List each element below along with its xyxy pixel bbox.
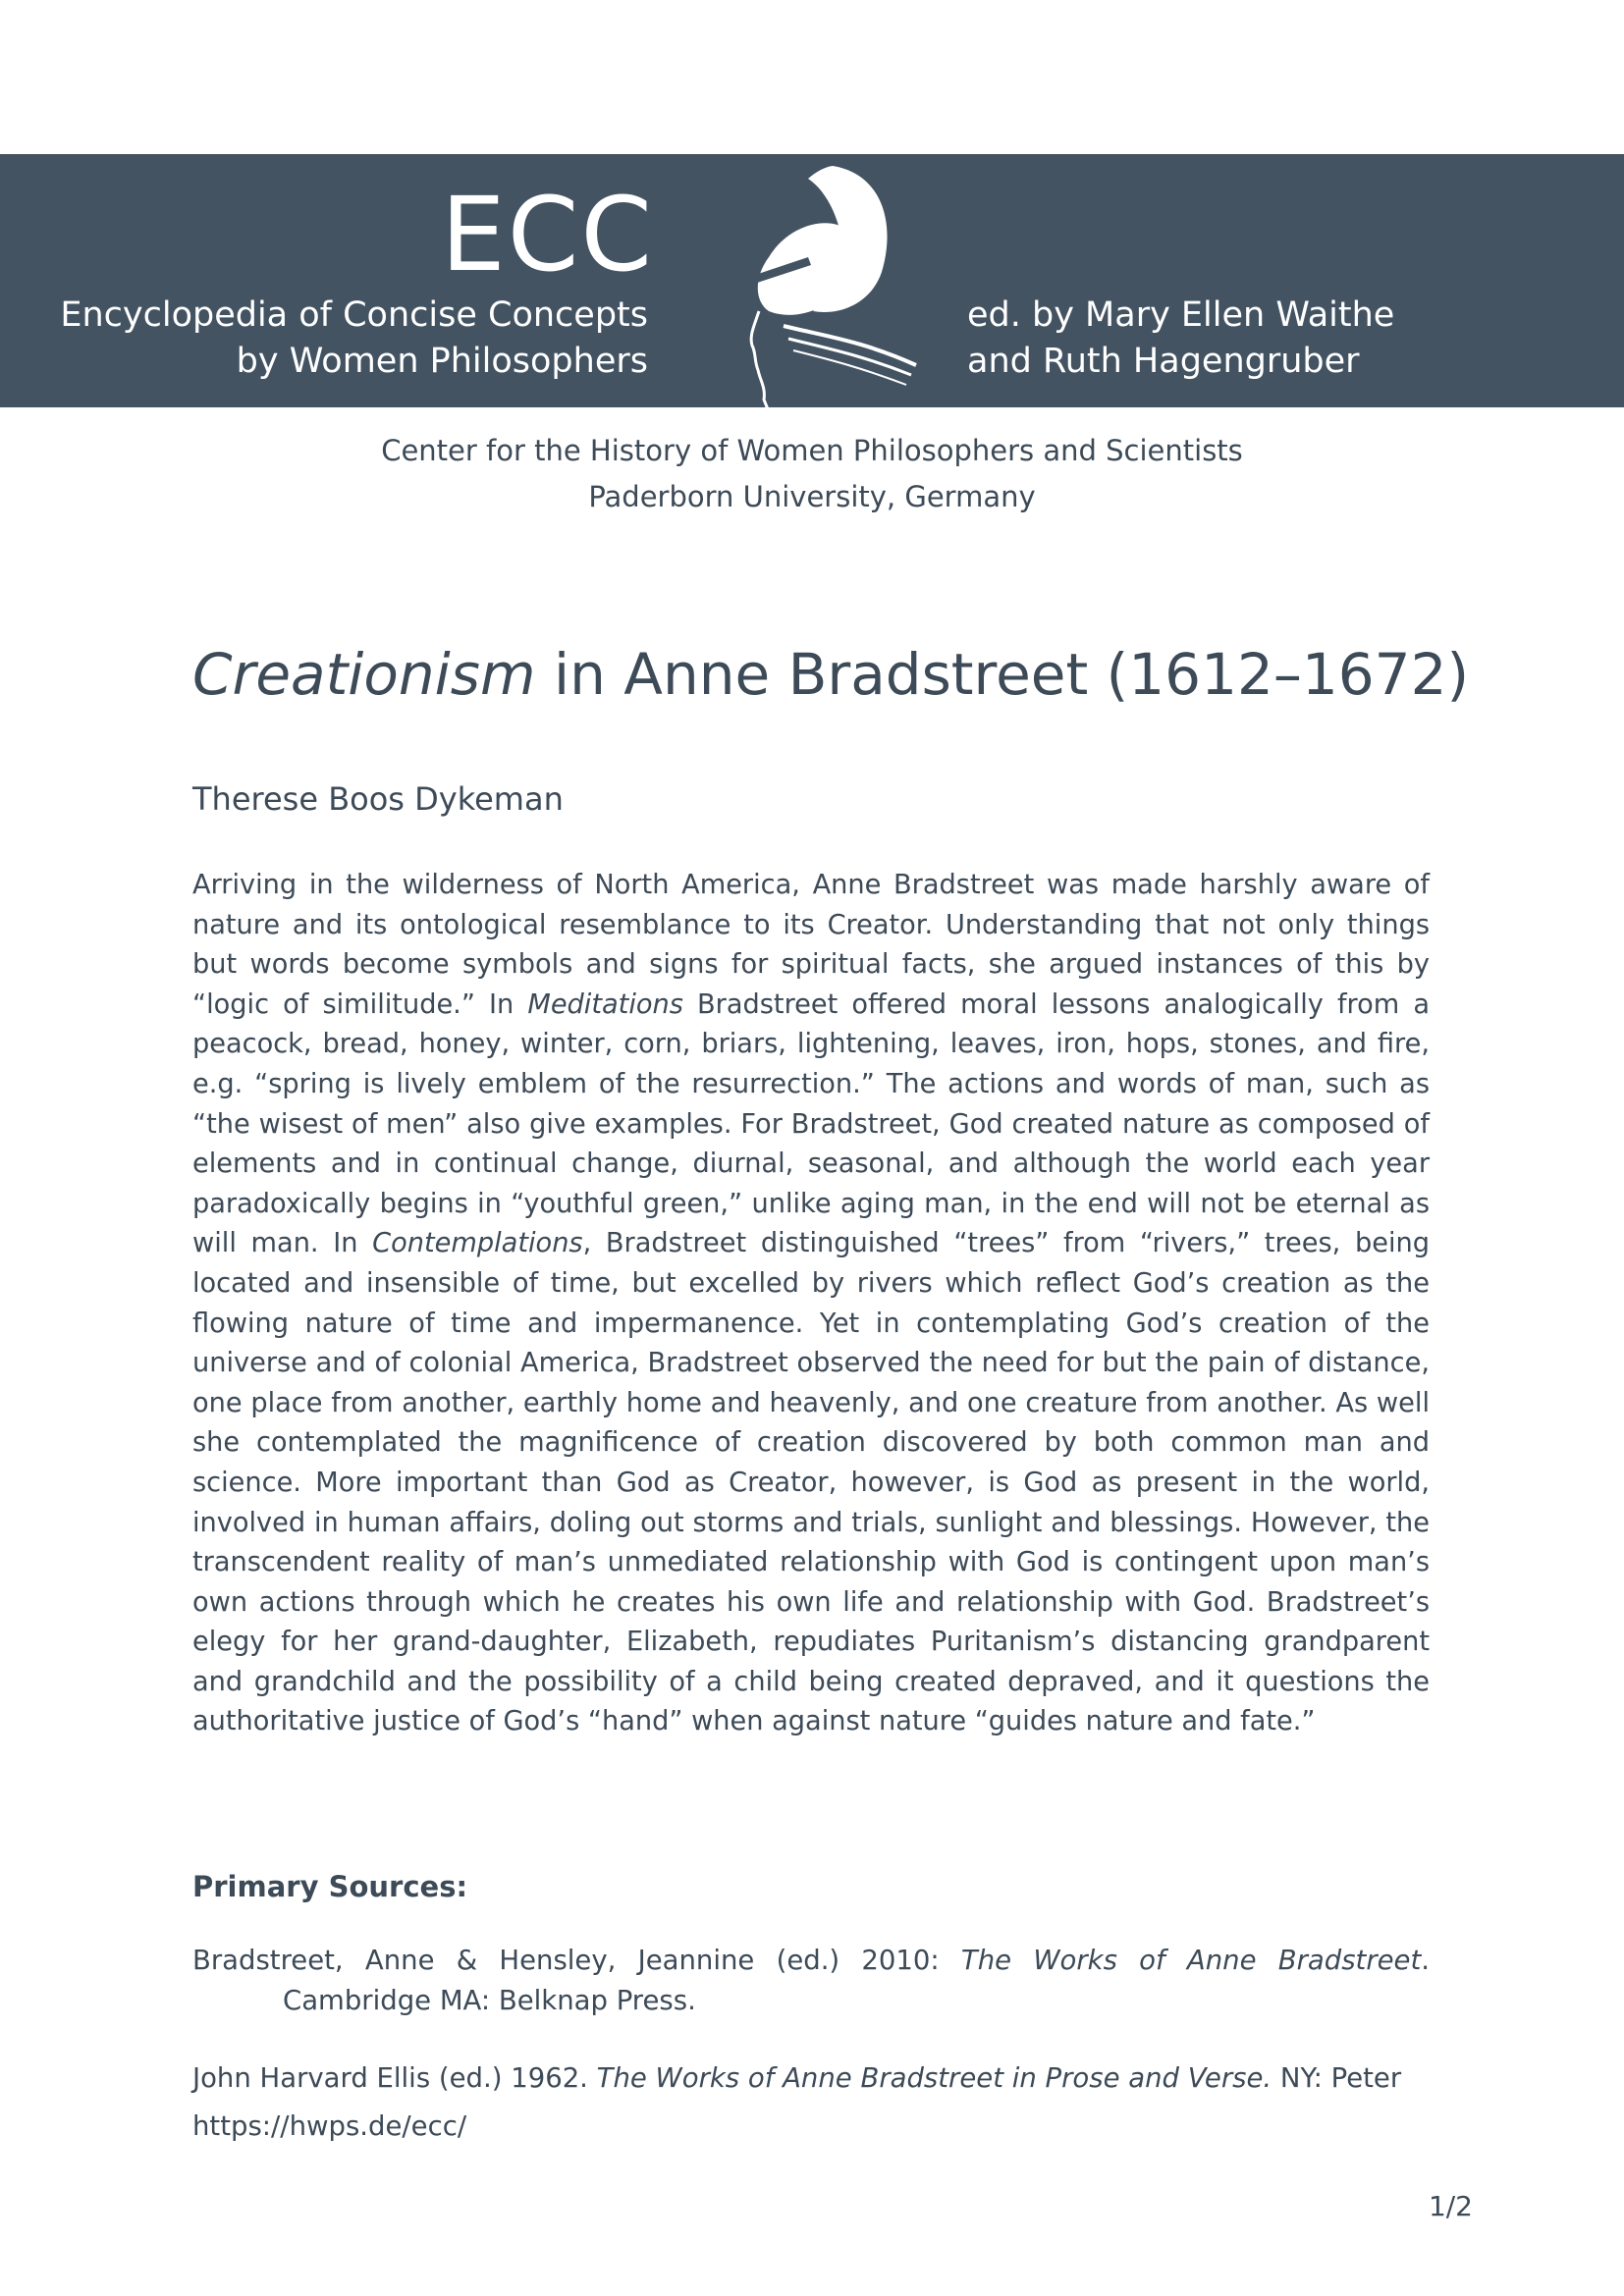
series-title-line1: Encyclopedia of Concise Concepts <box>60 295 648 335</box>
reference-1-title: The Works of Anne Bradstreet <box>960 1945 1422 1976</box>
reference-entry <box>192 1941 1430 2020</box>
reference-entry <box>192 2058 1430 2099</box>
body-work-contemplations: Contemplations <box>372 1228 583 1259</box>
ecc-acronym: ECC <box>441 175 654 294</box>
reference-1-first-line <box>192 1941 1430 1981</box>
body-work-meditations: Meditations <box>527 988 683 1020</box>
header-banner <box>0 154 1624 407</box>
article-title-emphasis: Creationism <box>192 641 536 708</box>
institution-line1: Center for the History of Women Philosophers and Scientists <box>381 434 1243 467</box>
series-title <box>39 293 648 385</box>
article-body <box>192 866 1430 1742</box>
page-number: 1/2 <box>1428 2190 1473 2222</box>
primary-sources-heading: Primary Sources: <box>192 1870 468 1903</box>
reference-1-publisher: Cambridge MA: Belknap Press. <box>283 1984 696 2016</box>
institution-block <box>0 428 1624 520</box>
editors-line2: and Ruth Hagengruber <box>967 342 1360 381</box>
athena-helmet-logo-icon <box>715 164 931 409</box>
article-author: Therese Boos Dykeman <box>192 780 564 818</box>
reference-2-publisher: NY: Peter <box>1272 2062 1402 2094</box>
body-part-1: Arriving in the wilderness of North America, Anne Bradstreet was made harshly aware of nature and its ontological resemblance to its Creator. Understanding that not only things but words become symbols and signs for spiritual facts, she argued instances of this by “logic of similitude.” In <box>192 870 1430 1020</box>
reference-2-title: The Works of Anne Bradstreet in Prose and Verse. <box>596 2062 1272 2094</box>
body-part-2: Bradstreet offered moral lessons analogically from a peacock, bread, honey, winter, corn, briars, lightening, leaves, iron, hops, stones, and fire, e.g. “spring is lively emblem of the resurrection.” The actions and words of man, such as “the wisest of men” also give examples. For Bradstreet, God created nature as composed of elements and in continual change, diurnal, seasonal, and although the world each year paradoxically begins in “youthful green,” unlike aging man, in the end will not be eternal as will man. In <box>192 988 1430 1259</box>
reference-2-authors: John Harvard Ellis (ed.) 1962. <box>192 2062 597 2094</box>
institution-line2: Paderborn University, Germany <box>588 480 1036 513</box>
body-part-3: , Bradstreet distinguished “trees” from “rivers,” trees, being located and insensible of time, but excelled by rivers which reflect God’s creation as the flowing nature of time and impermanence. Yet in contemplating God’s creation of the universe and of colonial America, Bradstreet observed the need for but the pain of distance, one place from another, earthly home and heavenly, and one creature from another. As well she contemplated the magnificence of creation discovered by both common man and science. More important than God as Creator, however, is God as present in the world, involved in human affairs, doling out storms and trials, sunlight and blessings. However, the transcendent reality of man’s unmediated relationship with God is contingent upon man’s own actions through which he creates his own life and relationship with God. Bradstreet’s elegy for her grand-daughter, Elizabeth, repudiates Puritanism’s distancing grandparent and grandchild and the possibility of a child being created depraved, and it questions the authoritative justice of God’s “hand” when against nature “guides nature and fate.” <box>192 1228 1430 1737</box>
article-title-rest: in Anne Bradstreet (1612–1672) <box>535 641 1470 708</box>
editors-line1: ed. by Mary Ellen Waithe <box>967 295 1395 335</box>
reference-1-punct: . <box>1421 1945 1430 1976</box>
footer-url-link[interactable]: https://hwps.de/ecc/ <box>192 2110 467 2142</box>
reference-1-authors: Bradstreet, Anne & Hensley, Jeannine (ed.) 2010: <box>192 1945 961 1976</box>
article-title <box>192 638 1469 711</box>
editors <box>967 293 1458 385</box>
series-title-line2: by Women Philosophers <box>236 342 648 381</box>
